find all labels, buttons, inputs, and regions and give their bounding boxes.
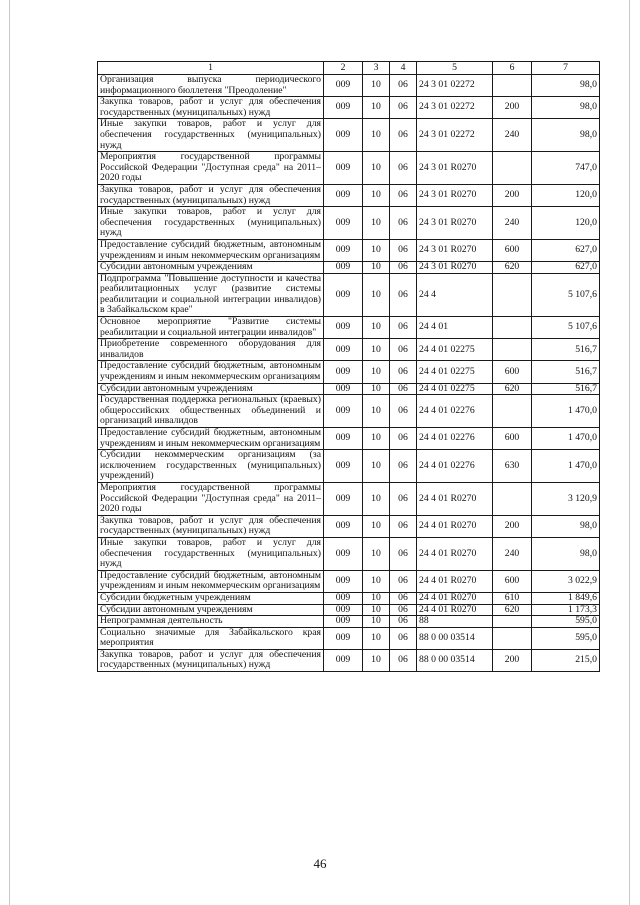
cell-section: 10 — [363, 75, 390, 97]
cell-section: 10 — [363, 515, 390, 537]
cell-target-article: 24 3 01 02272 — [417, 119, 493, 152]
cell-target-article: 88 0 00 03514 — [417, 649, 493, 671]
cell-amount: 98,0 — [532, 119, 600, 152]
cell-amount: 516,7 — [532, 383, 600, 395]
cell-ministry-code: 009 — [324, 361, 363, 383]
cell-name: Предоставление субсидий бюджетным, автономным учреждениям и иным некоммерческим организациям — [98, 570, 324, 592]
cell-expense-type: 620 — [493, 383, 532, 395]
cell-amount: 1 470,0 — [532, 395, 600, 428]
header-col-1: 1 — [98, 62, 324, 75]
table-row — [98, 627, 600, 649]
cell-subsection: 06 — [390, 616, 417, 628]
cell-expense-type: 630 — [493, 450, 532, 483]
scan-edge-right — [629, 0, 630, 905]
cell-section: 10 — [363, 627, 390, 649]
cell-section: 10 — [363, 570, 390, 592]
table-row — [98, 570, 600, 592]
cell-name: Иные закупки товаров, работ и услуг для обеспечения государственных (муниципальных) нужд — [98, 537, 324, 570]
table-row — [98, 239, 600, 261]
budget-table — [97, 61, 600, 672]
cell-ministry-code: 009 — [324, 97, 363, 119]
cell-section: 10 — [363, 383, 390, 395]
cell-expense-type: 240 — [493, 207, 532, 240]
cell-name: Закупка товаров, работ и услуг для обеспечения государственных (муниципальных) нужд — [98, 515, 324, 537]
cell-ministry-code: 009 — [324, 152, 363, 185]
cell-ministry-code: 009 — [324, 570, 363, 592]
cell-amount: 747,0 — [532, 152, 600, 185]
cell-name: Государственная поддержка региональных (краевых) общероссийских общественных объединений и организаций инвалидов — [98, 395, 324, 428]
table-row — [98, 262, 600, 274]
cell-ministry-code: 009 — [324, 273, 363, 316]
table-row — [98, 383, 600, 395]
cell-subsection: 06 — [390, 184, 417, 206]
cell-target-article: 24 4 01 R0270 — [417, 537, 493, 570]
cell-target-article: 24 4 01 R0270 — [417, 570, 493, 592]
cell-target-article: 24 4 01 02276 — [417, 395, 493, 428]
table-row — [98, 604, 600, 616]
table-row — [98, 649, 600, 671]
header-col-2: 2 — [324, 62, 363, 75]
cell-amount: 3 120,9 — [532, 482, 600, 515]
cell-target-article: 24 3 01 R0270 — [417, 207, 493, 240]
cell-section: 10 — [363, 273, 390, 316]
cell-amount: 627,0 — [532, 262, 600, 274]
cell-target-article: 24 4 01 R0270 — [417, 482, 493, 515]
cell-section: 10 — [363, 537, 390, 570]
cell-target-article: 24 4 01 R0270 — [417, 592, 493, 604]
cell-subsection: 06 — [390, 515, 417, 537]
cell-ministry-code: 009 — [324, 428, 363, 450]
cell-section: 10 — [363, 649, 390, 671]
cell-expense-type — [493, 317, 532, 339]
cell-section: 10 — [363, 97, 390, 119]
cell-expense-type — [493, 482, 532, 515]
cell-subsection: 06 — [390, 152, 417, 185]
cell-section: 10 — [363, 482, 390, 515]
cell-section: 10 — [363, 450, 390, 483]
cell-name: Непрограммная деятельность — [98, 616, 324, 628]
cell-subsection: 06 — [390, 627, 417, 649]
table-row — [98, 317, 600, 339]
cell-subsection: 06 — [390, 482, 417, 515]
scan-edge-left — [9, 0, 10, 905]
cell-subsection: 06 — [390, 450, 417, 483]
cell-target-article: 24 4 01 02276 — [417, 450, 493, 483]
cell-ministry-code: 009 — [324, 262, 363, 274]
cell-ministry-code: 009 — [324, 482, 363, 515]
cell-amount: 98,0 — [532, 537, 600, 570]
cell-target-article: 24 3 01 02272 — [417, 75, 493, 97]
cell-ministry-code: 009 — [324, 339, 363, 361]
cell-name: Предоставление субсидий бюджетным, автономным учреждениям и иным некоммерческим организациям — [98, 361, 324, 383]
cell-name: Субсидии бюджетным учреждениям — [98, 592, 324, 604]
cell-amount: 1 470,0 — [532, 428, 600, 450]
cell-expense-type: 200 — [493, 184, 532, 206]
table-row — [98, 339, 600, 361]
cell-target-article: 24 4 01 R0270 — [417, 515, 493, 537]
cell-ministry-code: 009 — [324, 395, 363, 428]
cell-amount: 516,7 — [532, 361, 600, 383]
cell-amount: 627,0 — [532, 239, 600, 261]
cell-subsection: 06 — [390, 239, 417, 261]
table-row — [98, 97, 600, 119]
cell-subsection: 06 — [390, 273, 417, 316]
cell-subsection: 06 — [390, 395, 417, 428]
table-row — [98, 515, 600, 537]
cell-target-article: 24 3 01 R0270 — [417, 239, 493, 261]
cell-subsection: 06 — [390, 207, 417, 240]
cell-section: 10 — [363, 262, 390, 274]
cell-ministry-code: 009 — [324, 184, 363, 206]
cell-amount: 98,0 — [532, 75, 600, 97]
table-row — [98, 361, 600, 383]
cell-subsection: 06 — [390, 428, 417, 450]
cell-target-article: 24 4 — [417, 273, 493, 316]
cell-expense-type — [493, 75, 532, 97]
cell-amount: 98,0 — [532, 515, 600, 537]
cell-name: Закупка товаров, работ и услуг для обеспечения государственных (муниципальных) нужд — [98, 184, 324, 206]
cell-ministry-code: 009 — [324, 383, 363, 395]
cell-name: Подпрограмма "Повышение доступности и качества реабилитационных услуг (развитие системы реабилитации и социальной интеграции инвалидов) в Забайкальском крае" — [98, 273, 324, 316]
cell-subsection: 06 — [390, 119, 417, 152]
cell-section: 10 — [363, 395, 390, 428]
cell-name: Субсидии некоммерческим организациям (за исключением государственных (муниципальных) учреждений) — [98, 450, 324, 483]
cell-ministry-code: 009 — [324, 616, 363, 628]
cell-amount: 120,0 — [532, 184, 600, 206]
cell-expense-type: 600 — [493, 428, 532, 450]
cell-subsection: 06 — [390, 262, 417, 274]
cell-ministry-code: 009 — [324, 627, 363, 649]
cell-expense-type: 620 — [493, 604, 532, 616]
cell-target-article: 24 4 01 02275 — [417, 383, 493, 395]
header-col-4: 4 — [390, 62, 417, 75]
table-row — [98, 273, 600, 316]
header-col-6: 6 — [493, 62, 532, 75]
cell-expense-type: 600 — [493, 239, 532, 261]
table-body — [98, 75, 600, 672]
cell-expense-type: 240 — [493, 537, 532, 570]
cell-expense-type: 240 — [493, 119, 532, 152]
cell-name: Мероприятия государственной программы Российской Федерации "Доступная среда" на 2011–2020 годы — [98, 152, 324, 185]
cell-section: 10 — [363, 428, 390, 450]
cell-ministry-code: 009 — [324, 537, 363, 570]
cell-expense-type — [493, 627, 532, 649]
cell-expense-type: 200 — [493, 515, 532, 537]
cell-expense-type: 600 — [493, 570, 532, 592]
cell-section: 10 — [363, 239, 390, 261]
cell-name: Основное мероприятие "Развитие системы реабилитации и социальной интеграции инвалидов" — [98, 317, 324, 339]
cell-amount: 5 107,6 — [532, 317, 600, 339]
cell-target-article: 24 3 01 R0270 — [417, 262, 493, 274]
cell-ministry-code: 009 — [324, 119, 363, 152]
cell-ministry-code: 009 — [324, 207, 363, 240]
table-row — [98, 152, 600, 185]
cell-ministry-code: 009 — [324, 450, 363, 483]
cell-section: 10 — [363, 317, 390, 339]
cell-target-article: 88 0 00 03514 — [417, 627, 493, 649]
cell-amount: 1 849,6 — [532, 592, 600, 604]
cell-name: Субсидии автономным учреждениям — [98, 262, 324, 274]
cell-target-article: 88 — [417, 616, 493, 628]
cell-ministry-code: 009 — [324, 75, 363, 97]
header-col-3: 3 — [363, 62, 390, 75]
table-row — [98, 482, 600, 515]
cell-ministry-code: 009 — [324, 239, 363, 261]
cell-amount: 1 173,3 — [532, 604, 600, 616]
cell-subsection: 06 — [390, 649, 417, 671]
cell-name: Приобретение современного оборудования для инвалидов — [98, 339, 324, 361]
table-row — [98, 75, 600, 97]
cell-target-article: 24 4 01 02276 — [417, 428, 493, 450]
cell-amount: 215,0 — [532, 649, 600, 671]
cell-expense-type: 620 — [493, 262, 532, 274]
cell-section: 10 — [363, 616, 390, 628]
cell-name: Субсидии автономным учреждениям — [98, 383, 324, 395]
cell-section: 10 — [363, 604, 390, 616]
cell-expense-type — [493, 339, 532, 361]
cell-amount: 595,0 — [532, 627, 600, 649]
cell-amount: 120,0 — [532, 207, 600, 240]
cell-target-article: 24 3 01 R0270 — [417, 184, 493, 206]
cell-subsection: 06 — [390, 97, 417, 119]
table-row — [98, 592, 600, 604]
cell-expense-type — [493, 395, 532, 428]
cell-target-article: 24 4 01 02275 — [417, 361, 493, 383]
header-row — [98, 62, 600, 75]
cell-amount: 98,0 — [532, 97, 600, 119]
cell-name: Иные закупки товаров, работ и услуг для обеспечения государственных (муниципальных) нужд — [98, 119, 324, 152]
cell-subsection: 06 — [390, 383, 417, 395]
cell-amount: 595,0 — [532, 616, 600, 628]
cell-name: Закупка товаров, работ и услуг для обеспечения государственных (муниципальных) нужд — [98, 97, 324, 119]
cell-target-article: 24 3 01 R0270 — [417, 152, 493, 185]
cell-expense-type — [493, 152, 532, 185]
cell-ministry-code: 009 — [324, 515, 363, 537]
table-row — [98, 119, 600, 152]
cell-amount: 1 470,0 — [532, 450, 600, 483]
cell-subsection: 06 — [390, 570, 417, 592]
cell-amount: 516,7 — [532, 339, 600, 361]
cell-section: 10 — [363, 207, 390, 240]
cell-expense-type: 200 — [493, 649, 532, 671]
cell-ministry-code: 009 — [324, 317, 363, 339]
cell-subsection: 06 — [390, 75, 417, 97]
table-row — [98, 395, 600, 428]
header-col-5: 5 — [417, 62, 493, 75]
cell-subsection: 06 — [390, 537, 417, 570]
table-row — [98, 184, 600, 206]
cell-amount: 5 107,6 — [532, 273, 600, 316]
table-header — [98, 62, 600, 75]
cell-subsection: 06 — [390, 339, 417, 361]
cell-target-article: 24 4 01 R0270 — [417, 604, 493, 616]
table-row — [98, 428, 600, 450]
cell-name: Иные закупки товаров, работ и услуг для обеспечения государственных (муниципальных) нужд — [98, 207, 324, 240]
cell-name: Социально значимые для Забайкальского края мероприятия — [98, 627, 324, 649]
cell-name: Организация выпуска периодического информационного бюллетеня "Преодоление" — [98, 75, 324, 97]
cell-ministry-code: 009 — [324, 604, 363, 616]
cell-subsection: 06 — [390, 604, 417, 616]
table-row — [98, 207, 600, 240]
table-row — [98, 450, 600, 483]
cell-name: Предоставление субсидий бюджетным, автономным учреждениям и иным некоммерческим организациям — [98, 428, 324, 450]
table-row — [98, 537, 600, 570]
cell-name: Субсидии автономным учреждениям — [98, 604, 324, 616]
cell-expense-type: 200 — [493, 97, 532, 119]
cell-subsection: 06 — [390, 361, 417, 383]
cell-section: 10 — [363, 592, 390, 604]
cell-target-article: 24 4 01 — [417, 317, 493, 339]
header-col-7: 7 — [532, 62, 600, 75]
cell-expense-type — [493, 273, 532, 316]
cell-subsection: 06 — [390, 592, 417, 604]
cell-amount: 3 022,9 — [532, 570, 600, 592]
cell-name: Предоставление субсидий бюджетным, автономным учреждениям и иным некоммерческим организациям — [98, 239, 324, 261]
cell-name: Закупка товаров, работ и услуг для обеспечения государственных (муниципальных) нужд — [98, 649, 324, 671]
cell-ministry-code: 009 — [324, 649, 363, 671]
cell-name: Мероприятия государственной программы Российской Федерации "Доступная среда" на 2011–2020 годы — [98, 482, 324, 515]
table-row — [98, 616, 600, 628]
cell-section: 10 — [363, 152, 390, 185]
cell-expense-type — [493, 616, 532, 628]
cell-subsection: 06 — [390, 317, 417, 339]
cell-ministry-code: 009 — [324, 592, 363, 604]
cell-target-article: 24 4 01 02275 — [417, 339, 493, 361]
page-number: 46 — [313, 856, 327, 871]
cell-section: 10 — [363, 361, 390, 383]
cell-expense-type: 600 — [493, 361, 532, 383]
cell-target-article: 24 3 01 02272 — [417, 97, 493, 119]
cell-section: 10 — [363, 339, 390, 361]
cell-section: 10 — [363, 119, 390, 152]
cell-expense-type: 610 — [493, 592, 532, 604]
cell-section: 10 — [363, 184, 390, 206]
